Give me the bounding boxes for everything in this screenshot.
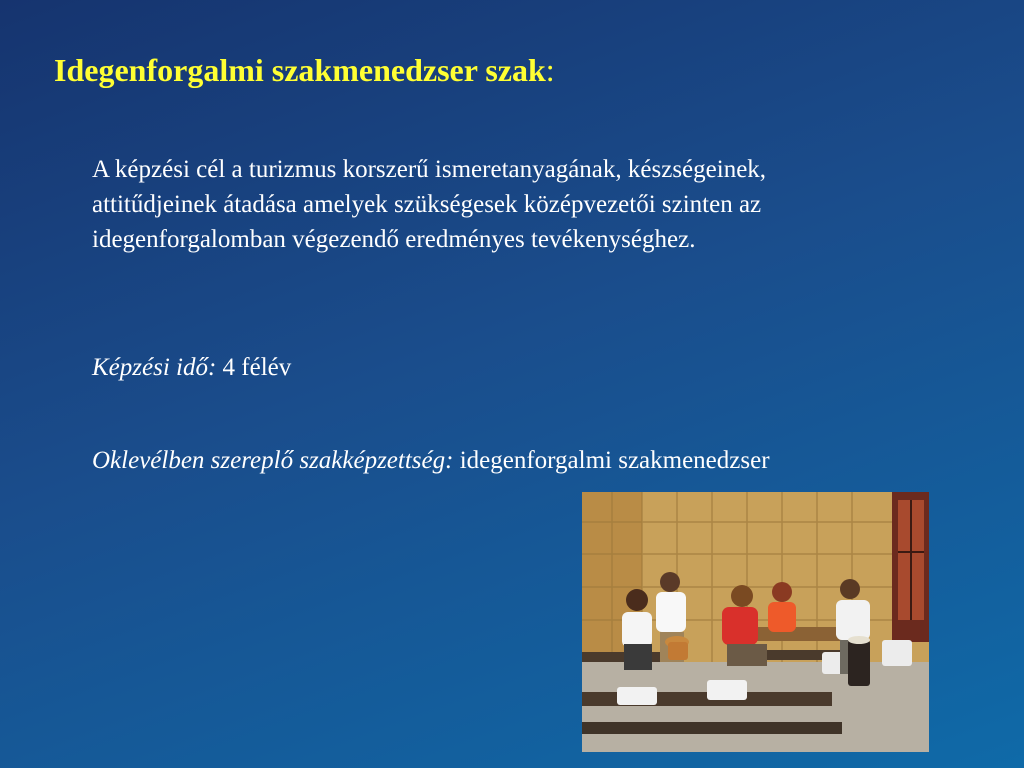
slide-title-text: Idegenforgalmi szakmenedzser szak (54, 52, 546, 88)
classroom-photo (582, 492, 929, 752)
qualification-label: Oklevélben szereplő szakképzettség: (92, 447, 454, 474)
duration-paragraph (92, 350, 892, 385)
classroom-photo-illustration (582, 492, 929, 752)
duration-label: Képzési idő: (92, 354, 217, 381)
slide-title (54, 52, 555, 89)
slide-title-colon: : (545, 52, 555, 88)
qualification-paragraph (92, 443, 892, 478)
qualification-value: idegenforgalmi szakmenedzser (453, 447, 770, 474)
goal-paragraph: A képzési cél a turizmus korszerű ismeretanyagának, készségeinek, attitűdjeinek átadása amelyek szükségesek középvezetői szinten az idegenforgalomban végezendő eredményes tevékenységhez. (92, 156, 767, 253)
duration-value: 4 félév (216, 354, 292, 381)
